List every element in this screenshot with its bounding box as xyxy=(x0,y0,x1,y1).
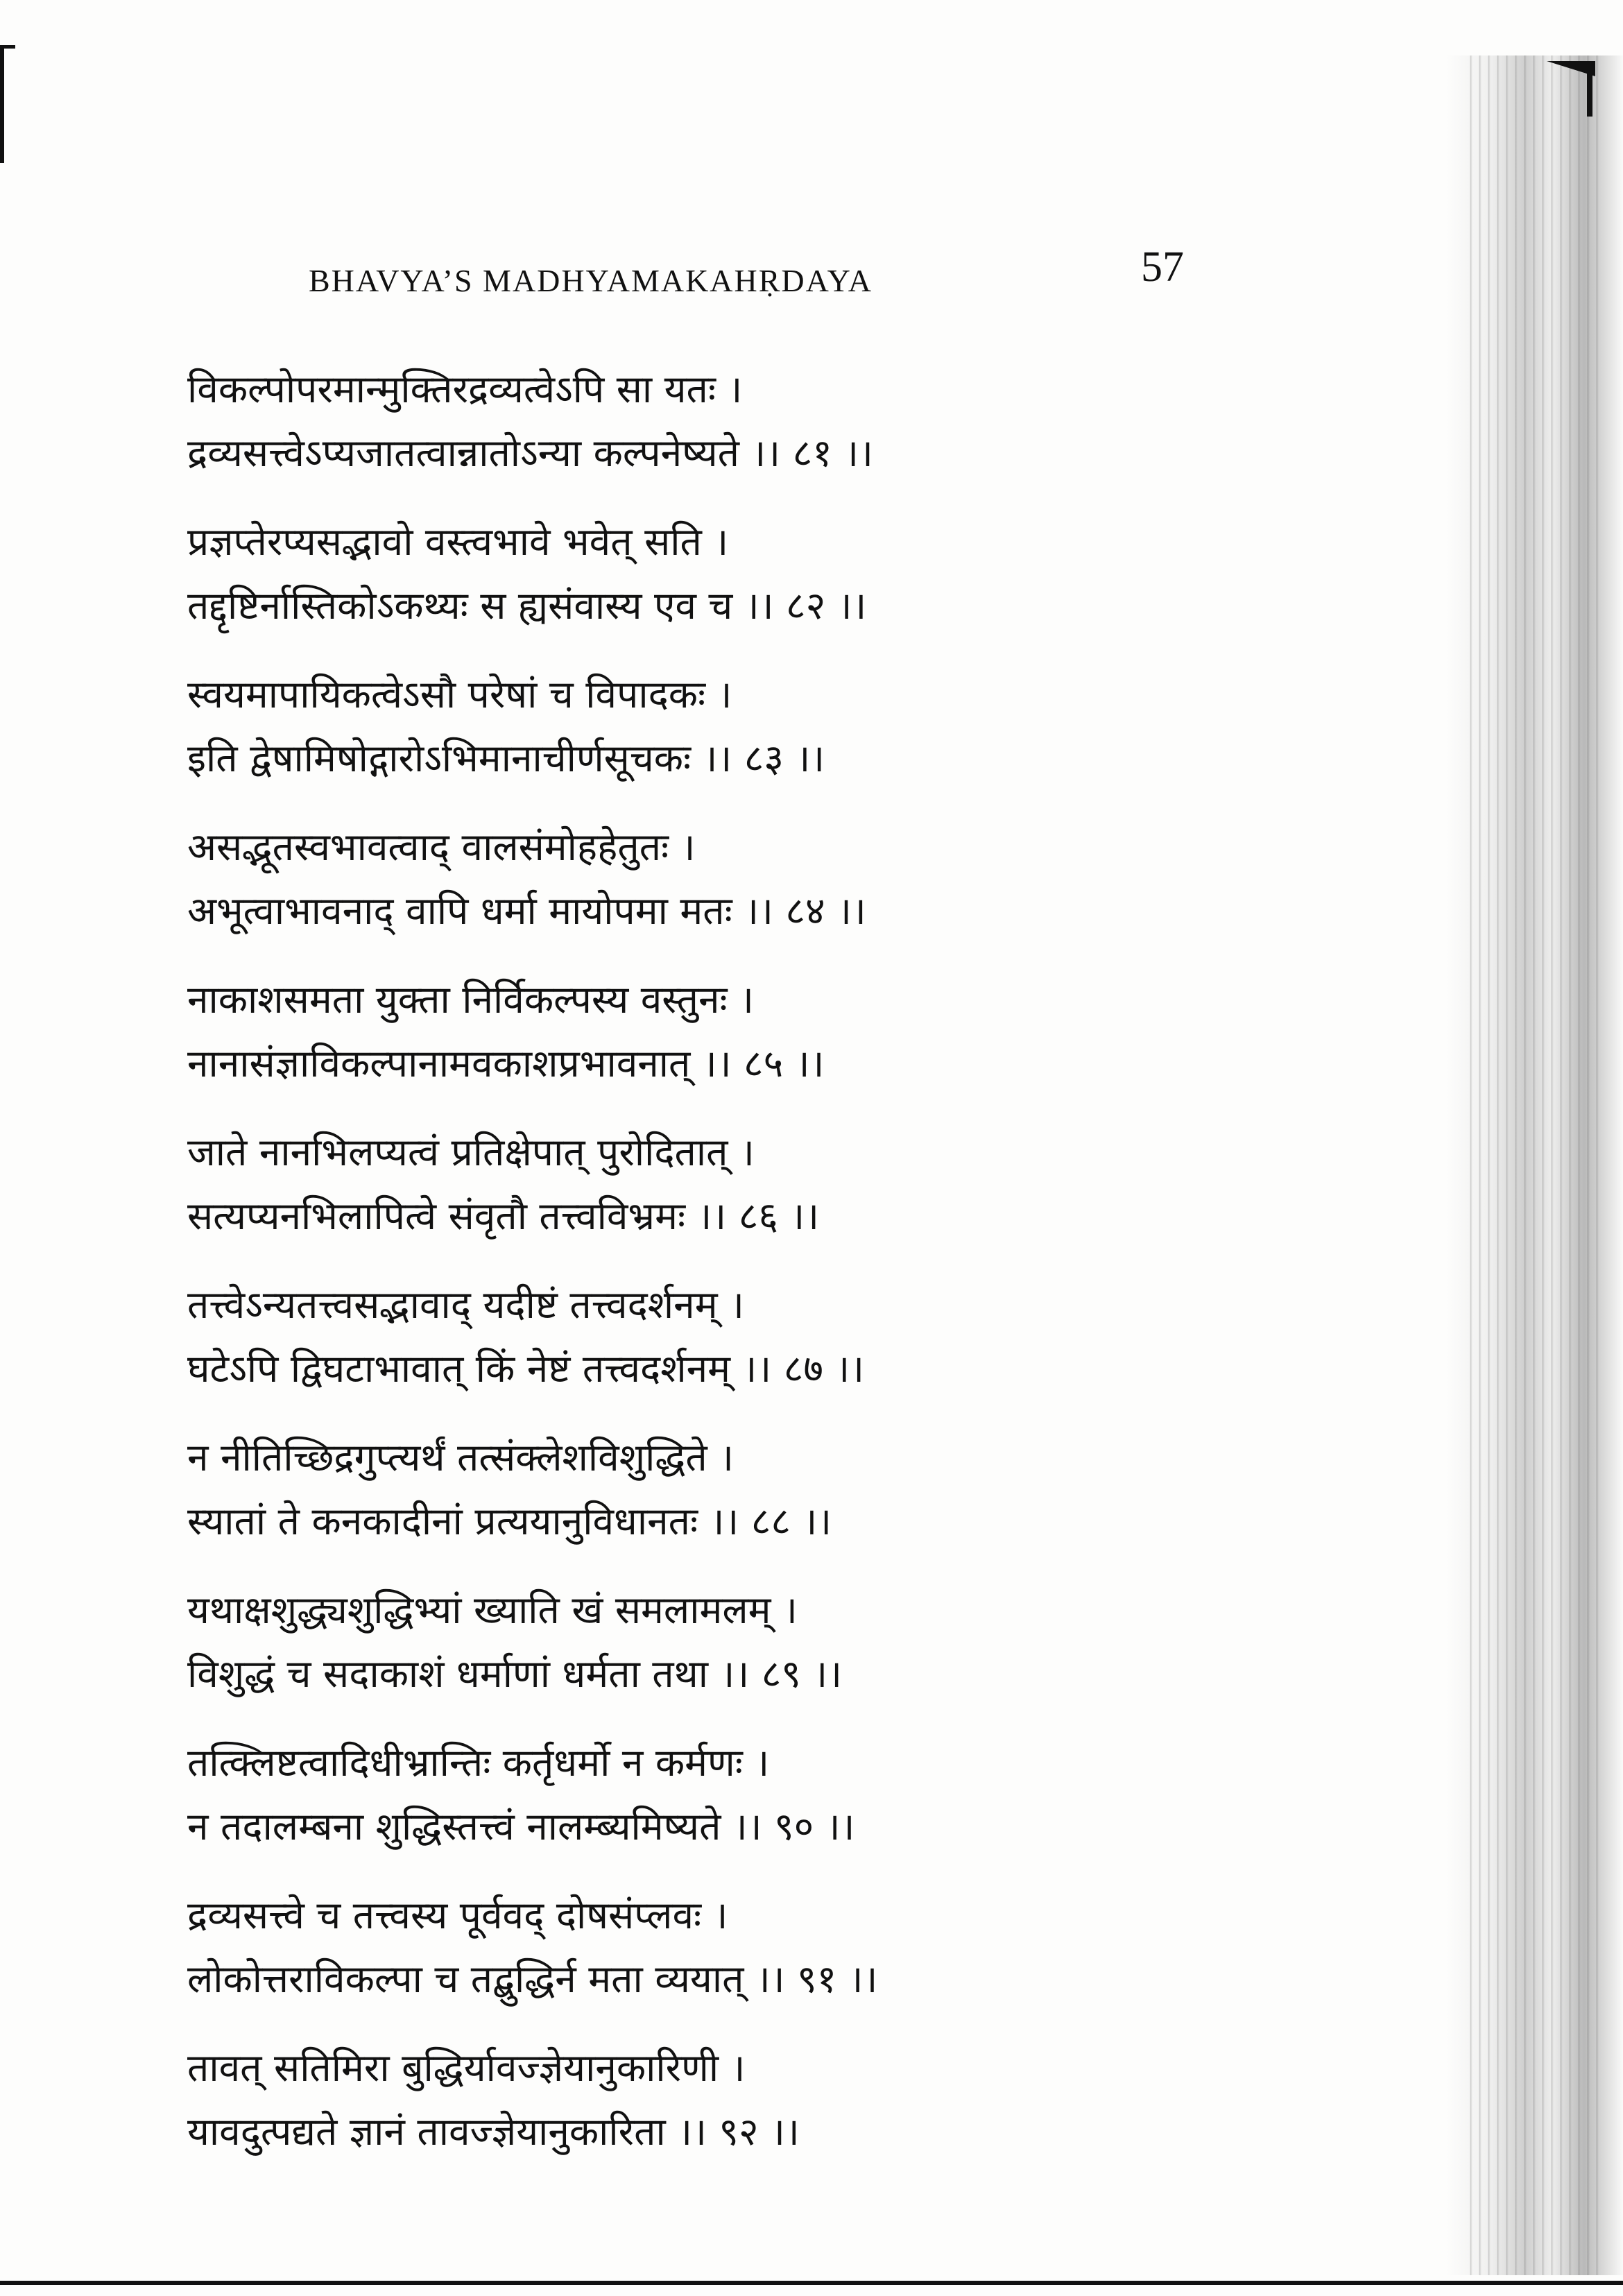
verse-81 xyxy=(187,357,1380,510)
verse-line: स्वयमापायिकत्वेऽसौ परेषां च विपादकः । xyxy=(187,672,732,717)
verse-91 xyxy=(187,1883,1380,2036)
verse-line: लोकोत्तराविकल्पा च तद्बुद्धिर्न मता व्ययात् ।। ९१ ।। xyxy=(187,1957,878,2001)
verse-line: द्रव्यसत्त्वे च तत्त्वस्य पूर्ववद् दोषसंप्लवः । xyxy=(187,1893,728,1937)
verse-line: प्रज्ञप्तेरप्यसद्भावो वस्त्वभावे भवेत् सति । xyxy=(187,520,729,564)
verse-line: तद्दृष्टिर्नास्तिकोऽकथ्यः स ह्यसंवास्य एव च ।। ८२ ।। xyxy=(187,583,867,628)
verse-line: न तदालम्बना शुद्धिस्तत्त्वं नालम्ब्यमिष्यते ।। ९० ।। xyxy=(187,1804,855,1849)
verse-line: विशुद्धं च सदाकाशं धर्माणां धर्मता तथा ।। ८९ ।। xyxy=(187,1652,843,1696)
verse-line: इति द्वेषामिषोद्गारोऽभिमानाचीर्णसूचकः ।। ८३ ।। xyxy=(187,736,825,780)
verse-line: स्यातां ते कनकादीनां प्रत्ययानुविधानतः ।। ८८ ।। xyxy=(187,1499,832,1543)
verse-line: न नीतिच्छिद्रगुप्त्यर्थं तत्संक्लेशविशुद्धिते । xyxy=(187,1435,735,1480)
verse-90 xyxy=(187,1731,1380,1883)
verse-line: नाकाशसमता युक्ता निर्विकल्पस्य वस्तुनः । xyxy=(187,977,754,1022)
page-number: 57 xyxy=(1141,243,1184,291)
verse-line: अभूत्वाभावनाद् वापि धर्मा मायोपमा मतः ।। ८४ ।। xyxy=(187,889,866,933)
verse-line: तावत् सतिमिरा बुद्धिर्यावज्ज्ञेयानुकारिणी । xyxy=(187,2046,746,2090)
verse-92 xyxy=(187,2036,1380,2188)
verse-line: यथाक्षशुद्ध्यशुद्धिभ्यां ख्याति खं समलामलम् । xyxy=(187,1588,798,1632)
verse-line: असद्भूतस्वभावत्वाद् वालसंमोहहेतुतः । xyxy=(187,825,696,869)
scan-corner-stem xyxy=(1587,61,1592,117)
verse-86 xyxy=(187,1120,1380,1273)
verse-83 xyxy=(187,662,1380,815)
scan-bottom-edge xyxy=(0,2281,1623,2285)
verse-88 xyxy=(187,1425,1380,1578)
verse-87 xyxy=(187,1273,1380,1425)
verse-line: जाते नानभिलप्यत्वं प्रतिक्षेपात् पुरोदितात् । xyxy=(187,1130,755,1174)
running-head: BHAVYA’S MADHYAMAKAHṚDAYA xyxy=(309,263,873,298)
verse-line: द्रव्यसत्त्वेऽप्यजातत्वान्नातोऽन्या कल्पनेष्यते ।। ८१ ।। xyxy=(187,431,873,475)
verse-line: तत्क्लिष्टत्वादिधीभ्रान्तिः कर्तृधर्मो न कर्मणः । xyxy=(187,1740,770,1785)
verse-line: यावदुत्पद्यते ज्ञानं तावज्ज्ञेयानुकारिता ।। ९२ ।। xyxy=(187,2109,800,2154)
scan-edge-bracket-top xyxy=(0,45,15,49)
verse-89 xyxy=(187,1578,1380,1731)
verse-line: घटेऽपि द्विघटाभावात् किं नेष्टं तत्त्वदर्शनम् ।। ८७ ।। xyxy=(187,1346,865,1391)
verse-84 xyxy=(187,815,1380,968)
book-binding-texture xyxy=(1463,55,1602,2275)
verse-82 xyxy=(187,510,1380,662)
verse-line: नानासंज्ञाविकल्पानामवकाशप्रभावनात् ।। ८५ ।। xyxy=(187,1041,825,1086)
verse-line: विकल्पोपरमान्मुक्तिरद्रव्यत्वेऽपि सा यतः । xyxy=(187,367,743,411)
scan-edge-bracket xyxy=(0,45,4,163)
verse-line: तत्त्वेऽन्यतत्त्वसद्भावाद् यदीष्टं तत्त्वदर्शनम् । xyxy=(187,1283,744,1327)
verse-line: सत्यप्यनभिलापित्वे संवृतौ तत्त्वविभ्रमः ।। ८६ ।। xyxy=(187,1194,820,1238)
verse-85 xyxy=(187,968,1380,1120)
verse-list xyxy=(187,357,1380,2188)
